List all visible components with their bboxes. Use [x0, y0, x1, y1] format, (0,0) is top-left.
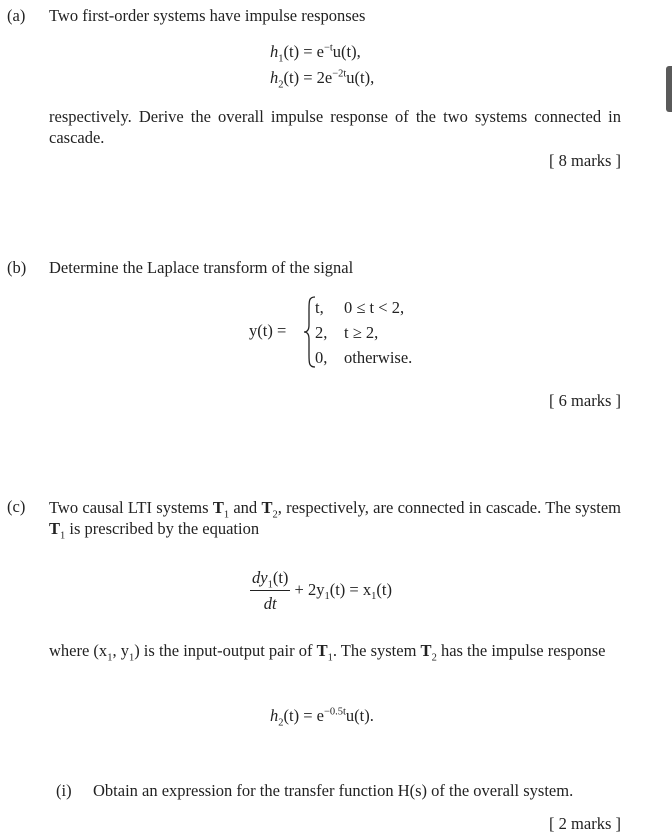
subpart-i-label: (i)	[56, 781, 72, 800]
subpart-i-marks: [ 2 marks ]	[549, 814, 621, 833]
part-b-marks: [ 6 marks ]	[549, 391, 621, 410]
part-c-equation-h2: $h_2(t) = e^{-0.5t}u(t)$.	[270, 706, 374, 729]
case-row	[315, 323, 327, 343]
case-value: 2,	[315, 323, 328, 342]
part-c-label: (c)	[7, 497, 26, 516]
case-value: t,	[315, 298, 324, 317]
part-c-ode: $\frac{dy_1(t)}{dt}$ + $2y_1(t) = x_1(t)$	[252, 568, 392, 613]
case-condition: t ≥ 2,	[344, 323, 379, 342]
scrollbar-thumb[interactable]	[666, 66, 672, 112]
part-a-marks: [ 8 marks ]	[549, 151, 621, 170]
part-a-label: (a)	[7, 6, 26, 25]
part-b-label: (b)	[7, 258, 27, 277]
case-row	[315, 348, 327, 368]
part-b-lhs: y(t) =	[249, 321, 287, 340]
part-a-equation-h2: $h_2(t) = 2e^{-2t}u(t)$,	[270, 68, 375, 91]
part-c-where: where ($x_1$, $y_1$) is the input-output pair of $T_1$. The system $T_2$ has the impulse response	[49, 641, 606, 664]
part-a-body: respectively. Derive the overall impulse response of the two systems connected in cascade.	[49, 107, 621, 147]
part-b-intro: Determine the Laplace transform of the signal	[49, 258, 354, 277]
part-a-intro: Two first-order systems have impulse responses	[49, 6, 366, 25]
case-condition: otherwise.	[344, 348, 413, 367]
subpart-i-text: Obtain an expression for the transfer function H(s) of the overall system.	[93, 781, 574, 800]
case-condition: 0 ≤ t < 2,	[344, 298, 405, 317]
part-c-intro: Two causal LTI systems $T_1$ and $T_2$, respectively, are connected in cascade. The system $T_1$ is prescribed by the equation	[49, 498, 621, 542]
part-a-equation-h1: $h_1(t) = e^{-t}u(t)$,	[270, 42, 361, 65]
case-row	[315, 298, 324, 318]
case-value: 0,	[315, 348, 328, 367]
